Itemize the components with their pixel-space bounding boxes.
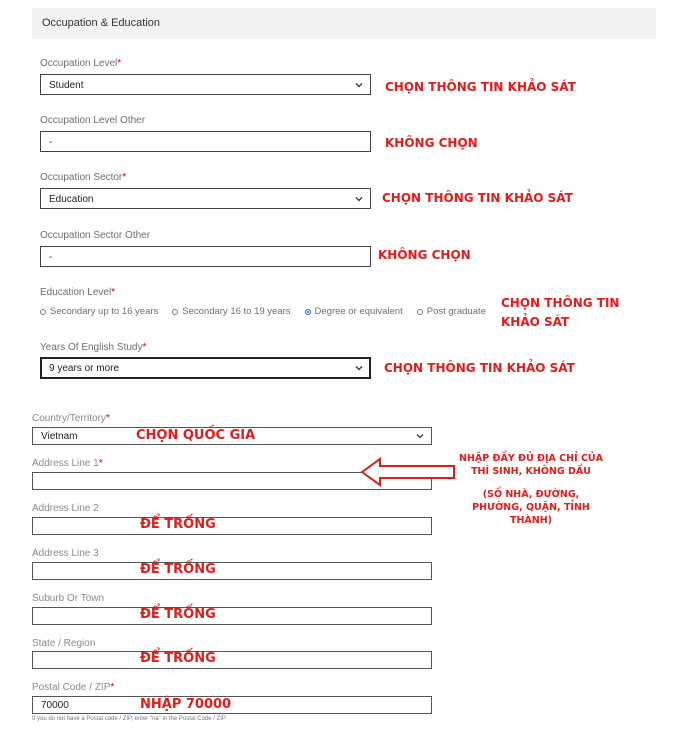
- education-option-secondary-16[interactable]: Secondary up to 16 years: [40, 306, 158, 317]
- suburb-note: ĐỂ TRỐNG: [140, 607, 216, 622]
- occupation-level-select[interactable]: [40, 74, 371, 95]
- years-english-label: Years Of English Study*: [40, 342, 147, 353]
- years-english-note: CHỌN THÔNG TIN KHẢO SÁT: [384, 361, 575, 375]
- postal-input[interactable]: [32, 696, 432, 714]
- chevron-down-icon: [415, 431, 425, 441]
- occupation-level-other-label: Occupation Level Other: [40, 115, 146, 126]
- address2-label: Address Line 2: [32, 503, 99, 514]
- section-header: [32, 8, 656, 39]
- state-note: ĐỂ TRỐNG: [140, 651, 216, 666]
- suburb-label: Suburb Or Town: [32, 593, 105, 604]
- arrow-left-icon: [360, 456, 456, 488]
- occupation-level-other-note: KHÔNG CHỌN: [385, 136, 478, 150]
- radio-icon: [172, 309, 178, 315]
- section-title: Occupation & Education: [42, 17, 161, 29]
- occupation-sector-value: Education: [49, 194, 94, 205]
- suburb-input[interactable]: [32, 607, 432, 625]
- years-english-value: 9 years or more: [49, 363, 120, 374]
- occupation-sector-label: Occupation Sector*: [40, 172, 127, 183]
- years-english-select[interactable]: [40, 357, 371, 379]
- radio-selected-icon: [305, 309, 311, 315]
- education-option-degree[interactable]: Degree or equivalent: [305, 306, 403, 317]
- state-input[interactable]: [32, 651, 432, 669]
- occupation-sector-other-label: Occupation Sector Other: [40, 230, 151, 241]
- occupation-sector-note: CHỌN THÔNG TIN KHẢO SÁT: [382, 191, 573, 205]
- radio-icon: [40, 309, 46, 315]
- country-note: CHỌN QUỐC GIA: [136, 428, 256, 443]
- education-option-post-graduate[interactable]: Post graduate: [417, 306, 486, 317]
- postal-value: 70000: [41, 700, 69, 711]
- address2-input[interactable]: [32, 517, 432, 535]
- postal-label: Postal Code / ZIP*: [32, 682, 115, 693]
- address3-note: ĐỂ TRỐNG: [140, 562, 216, 577]
- education-level-note-line2: KHẢO SÁT: [501, 315, 570, 329]
- chevron-down-icon: [354, 363, 364, 373]
- chevron-down-icon: [354, 80, 364, 90]
- address1-label: Address Line 1*: [32, 458, 103, 469]
- address-callout: NHẬP ĐẦY ĐỦ ĐỊA CHỈ CỦA THÍ SINH, KHÔNG DẤU (SỐ NHÀ, ĐƯỜNG, PHƯỜNG, QUẬN, TỈNH THÀNH): [459, 453, 603, 526]
- chevron-down-icon: [354, 194, 364, 204]
- occupation-sector-other-note: KHÔNG CHỌN: [378, 248, 471, 262]
- country-value: Vietnam: [41, 431, 78, 442]
- postal-note: NHẬP 70000: [140, 697, 232, 712]
- address2-note: ĐỂ TRỐNG: [140, 517, 216, 532]
- occupation-level-other-input[interactable]: -: [40, 131, 371, 152]
- occupation-level-label: Occupation Level*: [40, 58, 122, 69]
- education-level-label: Education Level*: [40, 287, 116, 298]
- radio-icon: [417, 309, 423, 315]
- address3-input[interactable]: [32, 562, 432, 580]
- country-label: Country/Territory*: [32, 413, 110, 424]
- education-option-secondary-16-19[interactable]: Secondary 16 to 19 years: [172, 306, 290, 317]
- postal-hint: If you do not have a Postal code / ZIP, enter "na" in the Postal Code / ZIP: [32, 716, 226, 722]
- address3-label: Address Line 3: [32, 548, 99, 559]
- education-level-radio-group: [40, 306, 486, 317]
- state-label: State / Region: [32, 638, 96, 649]
- occupation-level-note: CHỌN THÔNG TIN KHẢO SÁT: [385, 80, 576, 94]
- occupation-sector-other-input[interactable]: -: [40, 246, 371, 267]
- occupation-sector-select[interactable]: [40, 188, 371, 209]
- occupation-level-value: Student: [49, 80, 84, 91]
- education-level-note-line1: CHỌN THÔNG TIN: [501, 296, 620, 310]
